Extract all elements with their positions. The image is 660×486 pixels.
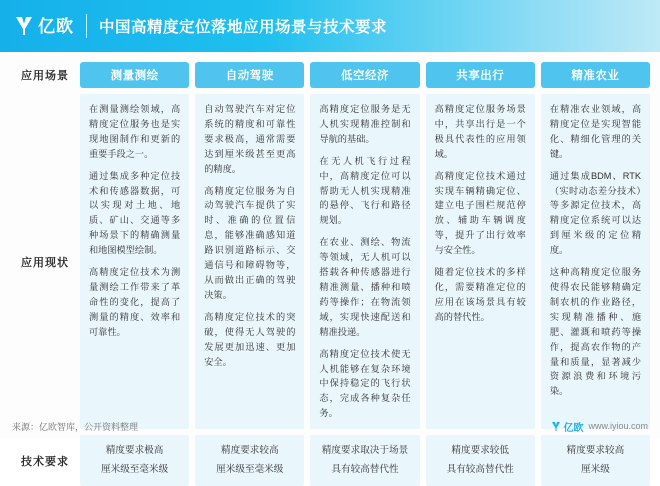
row-label-scenario: 应用场景 (21, 70, 69, 82)
status-paragraph: 通过集成多种定位技术和传感器数据，可以实现对土地、地质、矿山、交通等多种场景下的精确测量和地图模型绘制。 (89, 170, 181, 256)
tech-cell-autonomous-driving (195, 435, 304, 486)
tech-line: 精度要求较低 (451, 445, 509, 457)
status-paragraph: 高精度定位技术的突破，使得无人驾驶的发展更加迅速、更加安全。 (204, 311, 296, 367)
row-label-status: 应用现状 (21, 256, 69, 269)
status-paragraph: 高精度定位服务为自动驾驶汽车提供了实时、准确的位置信息，能够准确感知道路识别道路标示、交通信号和障碍物等，从而做出正确的驾驶决策。 (204, 185, 296, 300)
status-paragraph: 自动驾驶汽车对定位系统的精度和可靠性要求极高，通常需要达到厘米级甚至更高的精度。 (204, 104, 296, 174)
scenario-cells (80, 62, 650, 88)
status-paragraph: 在无人机飞行过程中，高精度定位可以帮助无人机实现精准的悬停、飞行和路径规划。 (319, 155, 411, 226)
yiou-footer-icon (551, 421, 561, 432)
status-paragraph: 在精准农业领域，高精度定位是实现智能化、精细化管理的关键。 (549, 104, 642, 159)
tech-cell-measurement (80, 435, 189, 486)
status-paragraph: 随着定位技术的多样化，需要精准定位的应用在该场景具有较高的替代性。 (434, 267, 526, 322)
status-cells (80, 94, 650, 429)
status-row (10, 94, 650, 429)
brand-name: 亿欧 (38, 16, 74, 36)
footer-brand-area (551, 419, 648, 434)
status-cell-low-altitude-economy (310, 94, 419, 429)
header-bar (0, 0, 660, 52)
status-paragraph: 通过集成BDM、RTK（实时动态差分技术）等多源定位技术，高精度定位系统可以达到厘米级的定位精度。 (549, 170, 642, 256)
status-paragraph: 在测量测绘领域，高精度定位服务也是实现地图制作和更新的重要手段之一。 (89, 104, 181, 159)
status-paragraph: 高精度定位技术使无人机能够在复杂环境中保持稳定的飞行状态，完成各种复杂任务。 (319, 348, 411, 419)
column-header-shared-mobility[interactable]: 共享出行 (426, 62, 535, 88)
tech-line: 具有较高替代性 (446, 463, 514, 475)
tech-line: 厘米级至毫米级 (216, 463, 284, 475)
page-title: 中国高精度定位落地应用场景与技术要求 (99, 19, 388, 36)
tech-line: 厘米级至毫米级 (101, 463, 169, 475)
tech-requirement-row (10, 435, 650, 486)
status-cell-shared-mobility (426, 94, 535, 429)
tech-line: 具有较高替代性 (331, 463, 399, 475)
header-divider (86, 14, 87, 38)
status-paragraph: 高精度定位技术为测量测绘工作带来了革命性的变化，提高了测量的精度、效率和可靠性。 (89, 267, 181, 337)
status-paragraph: 这种高精度定位服务使得农民能够精确定制农机的作业路径，实现精准播种、施肥、灌溉和喷药等操作，提高农作物的产量和质量，显著减少资源浪费和环境污染。 (549, 267, 642, 397)
status-cell-precision-agriculture (541, 94, 650, 429)
tech-cells (80, 435, 650, 486)
scenario-header-row (10, 62, 650, 88)
source-note: 来源：亿欧智库，公开资料整理 (12, 421, 139, 432)
status-paragraph: 高精度定位服务是无人机实现精准控制和导航的基础。 (319, 104, 411, 144)
tech-cell-low-altitude-economy (310, 435, 419, 486)
tech-line: 精度要求较高 (566, 445, 625, 457)
tech-line: 精度要求取决于场景 (321, 445, 409, 457)
brand-logo (14, 15, 74, 37)
footer-brand-name: 亿欧 (563, 422, 584, 434)
tech-line: 厘米级 (581, 463, 610, 475)
status-paragraph: 高精度定位技术通过实现车辆精确定位、建立电子围栏规范停放、辅助车辆调度等，提升了出行效率与安全性。 (434, 170, 526, 256)
tech-line: 精度要求较高 (221, 445, 279, 457)
status-cell-measurement (80, 94, 189, 429)
status-paragraph: 在农业、测绘、物流等领域，无人机可以搭载各种传感器进行精准测量、播种和喷药等操作；在物流领域，实现快速配送和精准投递。 (319, 237, 411, 337)
footer-url: www.iyiou.com (588, 421, 648, 431)
status-paragraph: 高精度定位服务场景中，共享出行是一个极具代表性的应用领域。 (434, 104, 526, 159)
column-header-low-altitude-economy[interactable]: 低空经济 (310, 62, 419, 88)
tech-cell-precision-agriculture (541, 435, 650, 486)
column-header-measurement[interactable]: 测量测绘 (80, 62, 189, 88)
column-header-autonomous-driving[interactable]: 自动驾驶 (195, 62, 304, 88)
row-label-tech: 技术要求 (21, 455, 69, 468)
column-header-precision-agriculture[interactable]: 精准农业 (541, 62, 650, 88)
footer-bar (0, 413, 660, 439)
tech-line: 精度要求极高 (105, 445, 164, 457)
tech-cell-shared-mobility (426, 435, 535, 486)
footer-logo (551, 419, 583, 434)
status-cell-autonomous-driving (195, 94, 304, 429)
yiou-logo-icon (14, 15, 34, 37)
